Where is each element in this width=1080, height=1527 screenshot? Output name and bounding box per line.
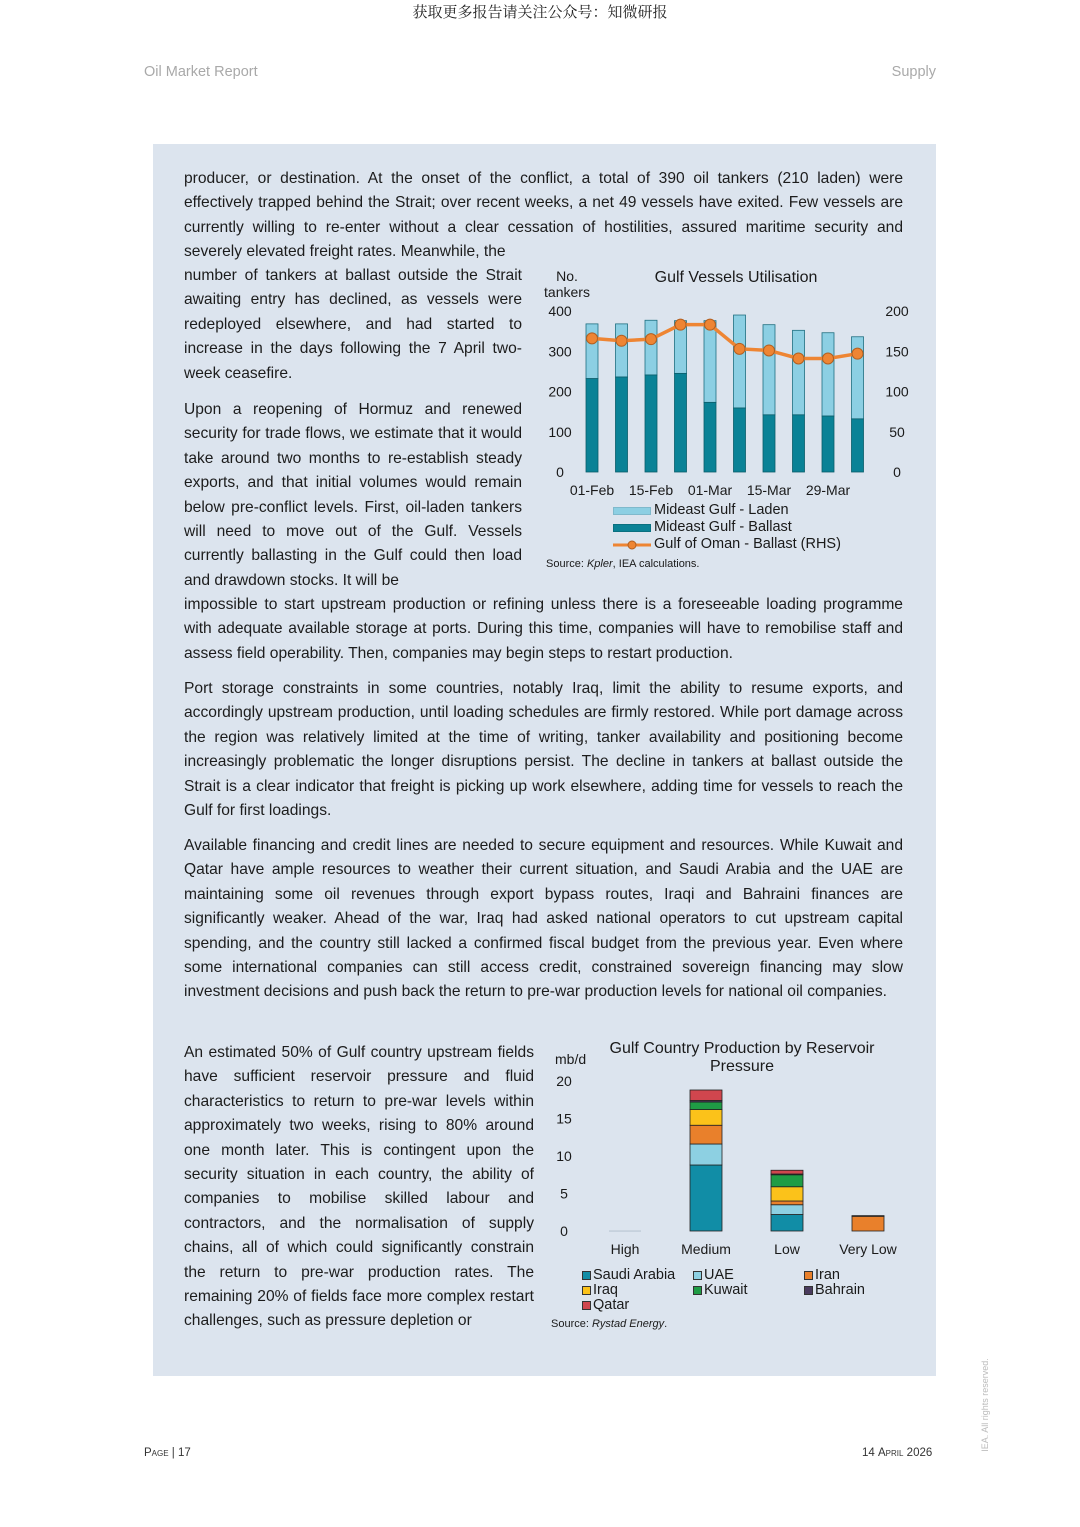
legend-swatch-laden	[613, 507, 651, 515]
svg-text:01-Feb: 01-Feb	[569, 482, 615, 498]
bar-segment-bahrain	[852, 1216, 884, 1217]
watermark-banner: 获取更多报告请关注公众号：知微研报	[412, 3, 668, 21]
line-point-marker	[793, 353, 804, 364]
svg-text:0: 0	[560, 1223, 568, 1239]
bar-segment-iran	[690, 1125, 722, 1144]
svg-text:29-Mar: 29-Mar	[805, 482, 851, 498]
bar-ballast	[616, 377, 628, 472]
bar-segment-saudi-arabia	[609, 1231, 641, 1232]
paragraph-3: Port storage constraints in some countries, notably Iraq, limit the ability to resume exports, and accordingly upstream production, until loading schedules are firmly restored. While port damage across the region was relatively limited at the time of writing, tanker availability and positioning become increasingly problematic the longer disruptions persist. The decline in tankers at ballast outside the Strait is a clear indicator that freight is picking up work elsewhere, adding time for vessels to reach the Gulf for first loadings.	[184, 680, 903, 820]
bar-laden	[616, 324, 628, 377]
line-point-marker	[675, 319, 686, 330]
svg-text:15: 15	[556, 1110, 572, 1127]
line-point-marker	[764, 345, 775, 356]
gulf-vessels-chart	[530, 260, 920, 505]
chart1-right-axis	[885, 303, 909, 480]
legend-item-oman: Gulf of Oman - Ballast (RHS)	[613, 536, 841, 553]
bar-segment-uae	[771, 1205, 803, 1215]
svg-text:300: 300	[548, 343, 572, 360]
bar-segment-kuwait	[690, 1102, 722, 1110]
line-point-marker	[734, 343, 745, 354]
line-point-marker	[646, 334, 657, 345]
legend-swatch-icon	[804, 1271, 813, 1280]
chart1-ylabel-line2: tankers	[544, 284, 590, 300]
bar-ballast	[675, 373, 687, 472]
legend-item-uae: UAE	[693, 1267, 734, 1284]
chart1-title: Gulf Vessels Utilisation	[654, 269, 818, 286]
svg-text:20: 20	[556, 1073, 572, 1089]
x-tick-label: Low	[774, 1241, 800, 1257]
bar-segment-iran	[771, 1201, 803, 1205]
legend-swatch-icon	[693, 1286, 702, 1295]
bar-laden	[822, 333, 834, 416]
svg-text:0: 0	[893, 464, 901, 480]
report-date: 14 April 2026	[862, 1447, 933, 1459]
paragraph-4: Available financing and credit lines are needed to secure equipment and resources. While Kuwait and Qatar have ample resources to weather their current situation, and Saudi Arabia and the UAE are maintaining some oil revenues through export bypass routes, Iraqi and Bahraini finances are significantly weaker. Ahead of the war, Iraq had asked national operators to cut upstream capital spending, and the country still lacked a confirmed fiscal budget from the previous year. Even where some international companies can still access credit, constrained sovereign financing may slow investment decisions and push back the return to pre-war production levels for national oil companies.	[184, 837, 903, 1001]
bar-ballast	[704, 402, 716, 472]
legend-swatch-ballast	[613, 524, 651, 532]
x-tick-label: Very Low	[839, 1241, 897, 1257]
svg-text:100: 100	[885, 383, 909, 400]
paragraph-2-left: Upon a reopening of Hormuz and renewed security for trade flows, we estimate that it would take around two months to re-establish steady exports, and that initial volumes would remain below pre-conflict levels. First, oil-laden tankers will need to move out of the Gulf. Vessels currently ballasting in the Gulf could then load and drawdown stocks. It will be	[184, 401, 522, 589]
svg-text:15-Mar: 15-Mar	[746, 482, 792, 498]
svg-text:5: 5	[560, 1185, 568, 1202]
line-point-marker	[852, 348, 863, 359]
bar-ballast	[822, 416, 834, 472]
svg-text:10: 10	[556, 1148, 572, 1164]
bar-ballast	[734, 408, 746, 472]
svg-text:100: 100	[548, 423, 572, 440]
svg-text:200: 200	[548, 383, 572, 400]
bar-laden	[734, 315, 746, 408]
chart1-ylabel-line1: No.	[556, 268, 578, 284]
legend-swatch-icon	[582, 1286, 591, 1295]
svg-text:01-Mar: 01-Mar	[687, 482, 733, 498]
paragraph-1-top: producer, or destination. At the onset of the conflict, a total of 390 oil tankers (210 laden) were effectively trapped behind the Strait; over recent weeks, a net 49 vessels have exited. Few vessels are currently willing to re-enter without a clear cessation of hostilities, assured maritime security and severely elevated freight rates. Meanwhile, the	[184, 170, 903, 261]
bar-laden	[704, 321, 716, 403]
copyright-notice: IEA. All rights reserved.	[980, 1358, 990, 1452]
legend-item-iran: Iran	[804, 1267, 840, 1284]
chart2-ylabel: mb/d	[555, 1051, 587, 1067]
chart2-source: Source: Rystad Energy.	[551, 1318, 668, 1330]
chart1-left-axis	[548, 303, 572, 480]
legend-item-bahrain: Bahrain	[804, 1282, 865, 1299]
chart2-y-axis	[556, 1073, 572, 1239]
page-number: Page | 17	[144, 1447, 191, 1459]
chart2-x-axis	[611, 1241, 898, 1257]
x-tick-label: Medium	[681, 1241, 731, 1257]
paragraph-2-continued: impossible to start upstream production or refining unless there is a foreseeable loading programme with adequate available storage at ports. During this time, companies will have to remobilise staff and assess field operability. Then, companies may begin steps to restart production.	[184, 596, 903, 662]
bar-ballast	[645, 375, 657, 472]
svg-text:200: 200	[885, 303, 909, 319]
line-point-marker	[616, 335, 627, 346]
bar-segment-iran	[852, 1216, 884, 1231]
bar-segment-qatar	[690, 1090, 722, 1101]
chart2-legend	[582, 1267, 912, 1319]
reservoir-pressure-chart	[545, 1035, 915, 1265]
bar-segment-saudi-arabia	[771, 1215, 803, 1232]
legend-item-kuwait: Kuwait	[693, 1282, 748, 1299]
line-point-marker	[705, 319, 716, 330]
legend-item-laden: Mideast Gulf - Laden	[613, 502, 841, 519]
legend-item-qatar: Qatar	[582, 1297, 629, 1314]
legend-item-ballast: Mideast Gulf - Ballast	[613, 519, 841, 536]
svg-text:0: 0	[556, 464, 564, 480]
paragraph-1-left: number of tankers at ballast outside the Strait awaiting entry has declined, as vessels were redeployed elsewhere, and had started to increase in the days following the 7 April two-week ceasefire.	[184, 267, 522, 382]
legend-line-marker-icon	[613, 540, 651, 550]
chart1-legend	[613, 502, 841, 553]
bar-ballast	[793, 415, 805, 472]
legend-item-saudi-arabia: Saudi Arabia	[582, 1267, 675, 1284]
legend-swatch-icon	[582, 1271, 591, 1280]
paragraph-5-left: An estimated 50% of Gulf country upstream fields have sufficient reservoir pressure and fluid characteristics to return to pre-war levels within approximately two weeks, rising to 80% around one month later. This is contingent upon the security situation in each country, the ability of companies to mobilise skilled labour and contractors, and the normalisation of supply chains, all of which could significantly constrain the return to pre-war production rates. The remaining 20% of fields face more complex restart challenges, such as pressure depletion or	[184, 1044, 534, 1330]
line-point-marker	[823, 353, 834, 364]
bar-laden	[763, 325, 775, 415]
running-header-title: Oil Market Report	[144, 64, 258, 80]
bar-ballast	[586, 379, 598, 472]
bar-segment-saudi-arabia	[690, 1165, 722, 1231]
bar-laden	[793, 330, 805, 415]
bar-ballast	[763, 415, 775, 472]
svg-text:150: 150	[885, 343, 909, 360]
line-point-marker	[587, 333, 598, 344]
bar-segment-kuwait	[771, 1175, 803, 1187]
bar-segment-iraq	[771, 1187, 803, 1201]
chart2-bars	[609, 1090, 884, 1231]
chart1-x-axis	[570, 482, 851, 498]
x-tick-label: High	[610, 1241, 640, 1257]
running-header-section: Supply	[891, 64, 936, 80]
legend-item-iraq: Iraq	[582, 1282, 618, 1299]
bar-ballast	[852, 419, 864, 472]
legend-swatch-icon	[582, 1301, 591, 1310]
bar-laden	[586, 324, 598, 379]
svg-text:400: 400	[548, 303, 572, 319]
legend-swatch-icon	[804, 1286, 813, 1295]
chart1-rhs-line	[587, 319, 864, 364]
chart2-title-line1: Gulf Country Production by Reservoir	[609, 1040, 875, 1057]
svg-text:15-Feb: 15-Feb	[628, 482, 674, 498]
bar-segment-iraq	[690, 1110, 722, 1126]
bar-laden	[645, 320, 657, 375]
svg-text:50: 50	[889, 423, 905, 440]
bar-segment-uae	[690, 1144, 722, 1165]
bar-segment-qatar	[771, 1170, 803, 1174]
chart2-title-line2: Pressure	[709, 1058, 775, 1075]
legend-swatch-icon	[693, 1271, 702, 1280]
chart1-source: Source: Kpler, IEA calculations.	[546, 558, 700, 570]
